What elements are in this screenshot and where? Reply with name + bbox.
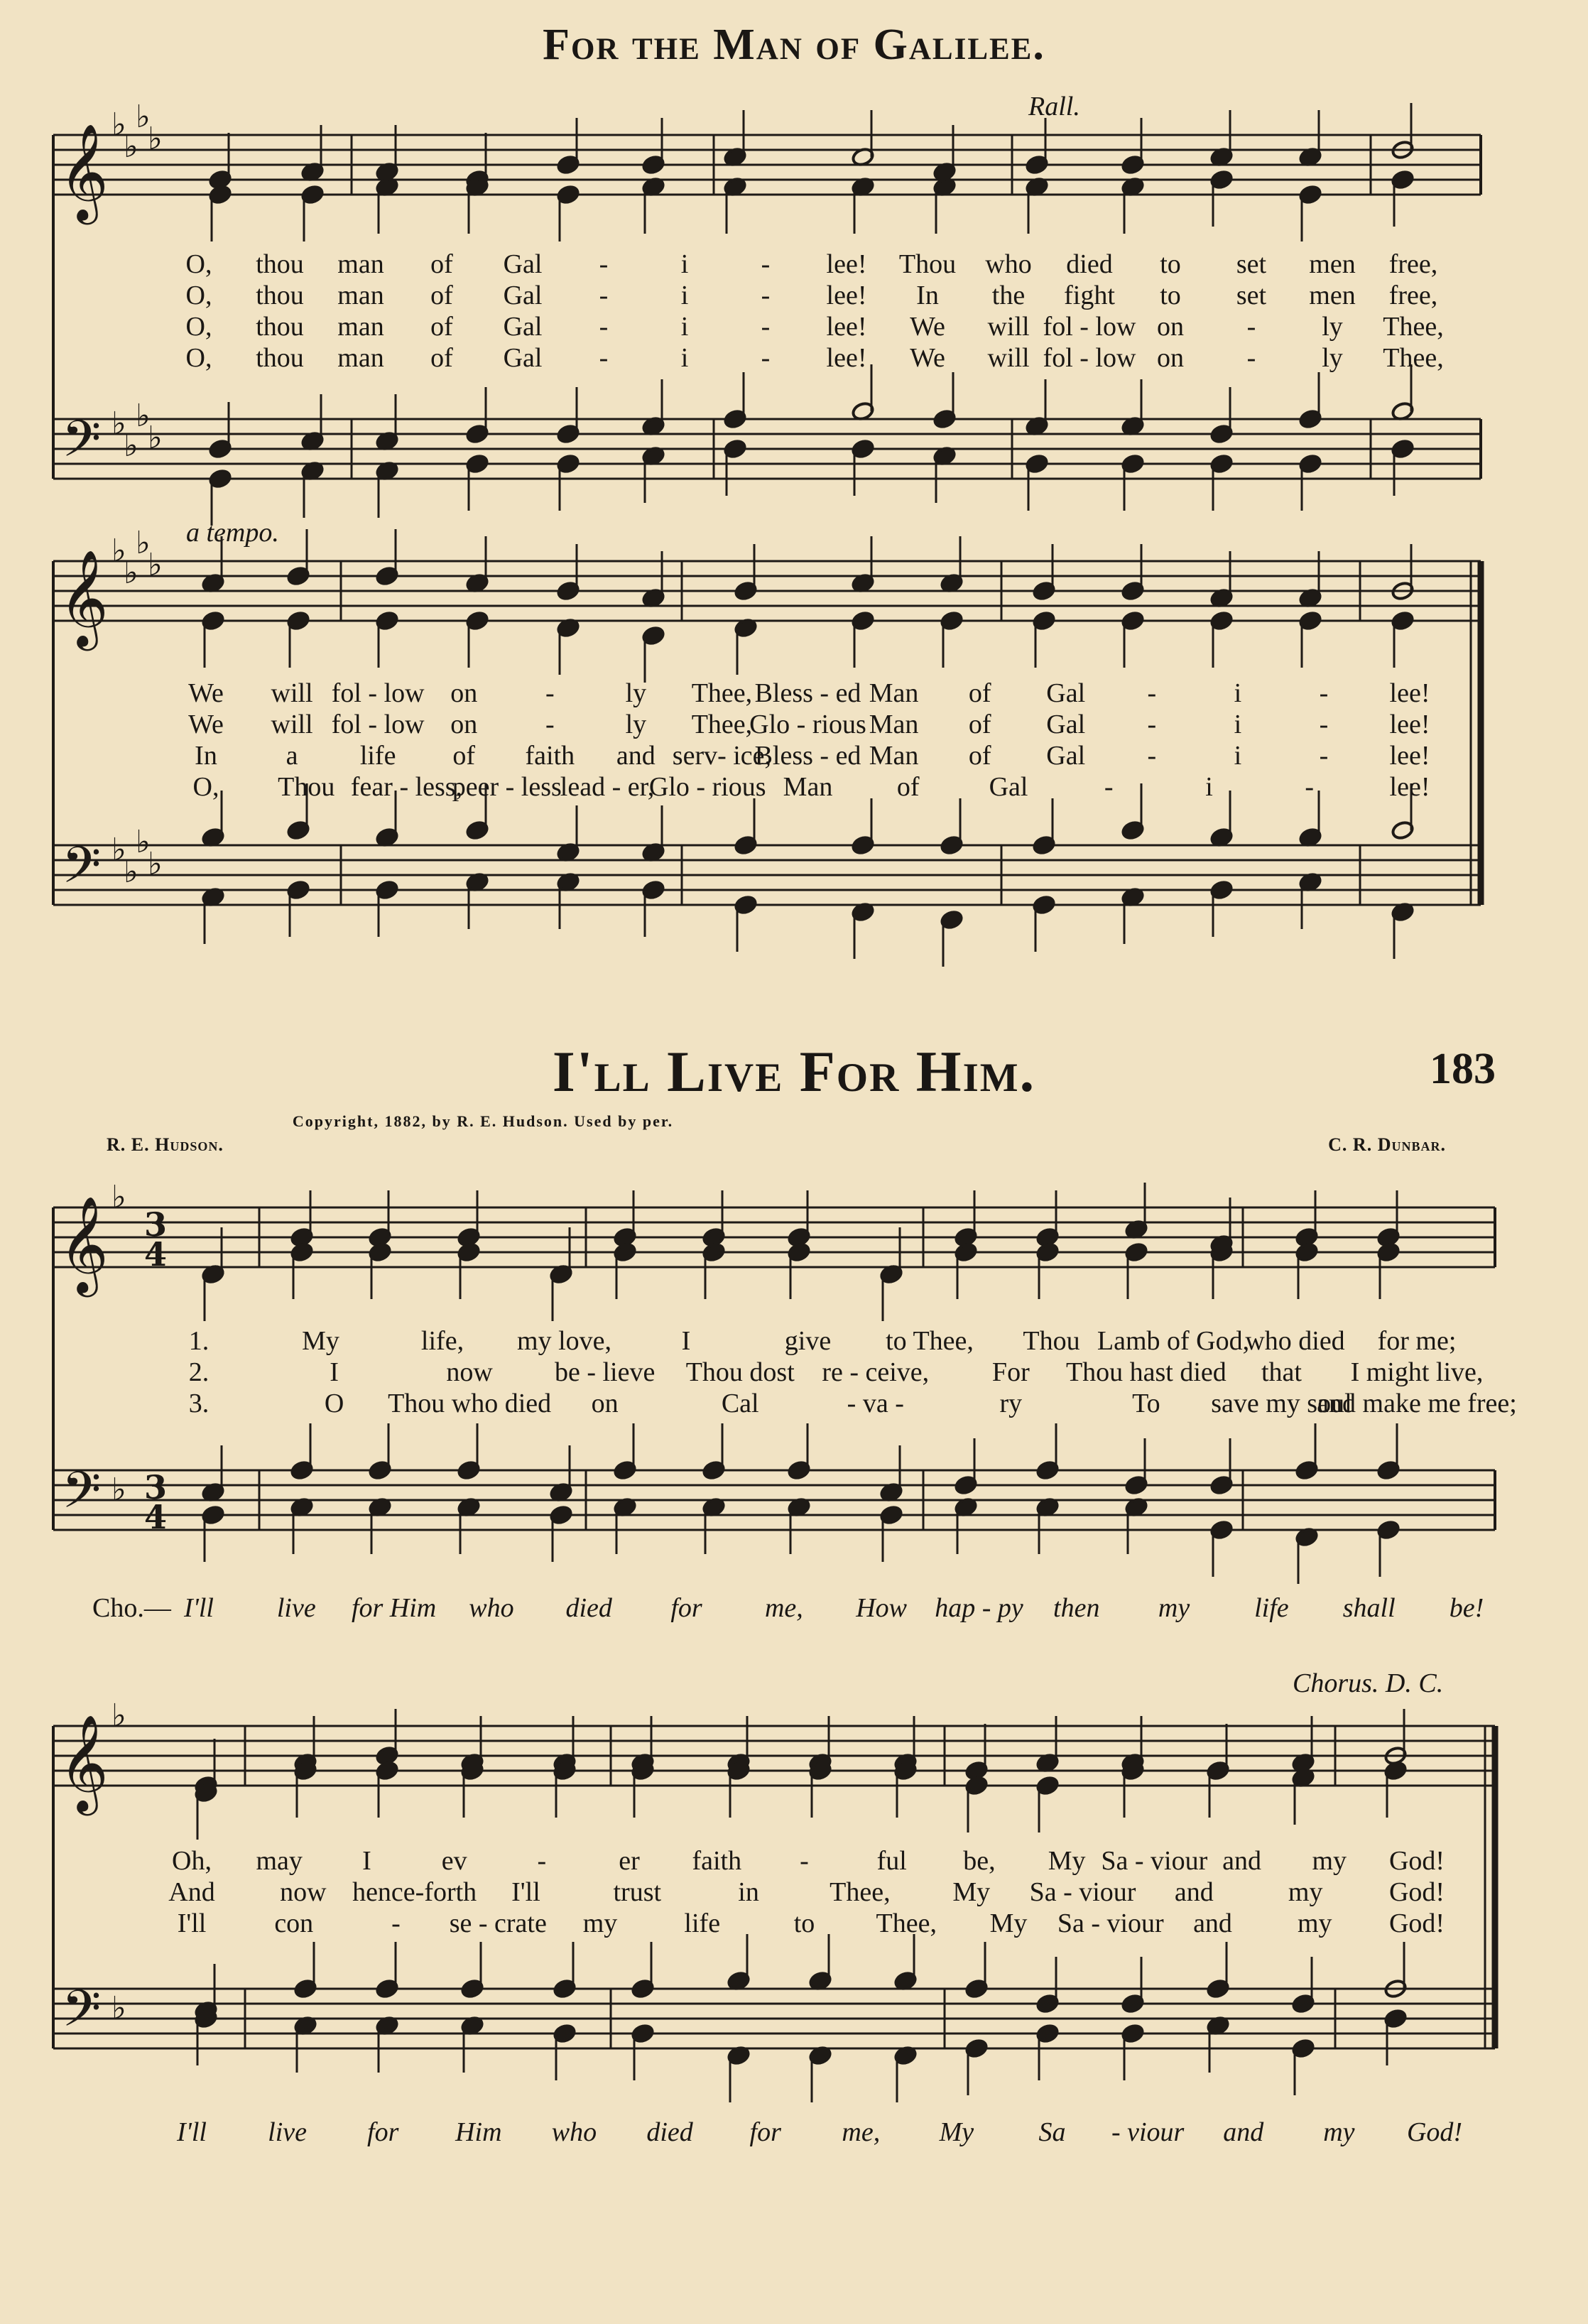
lyric-syllable: my love, (517, 1326, 611, 1356)
treble-clef: 𝄞 (59, 122, 109, 220)
lyric-syllable: i (1234, 741, 1242, 771)
lyric-syllable: Thou (1023, 1326, 1080, 1356)
lyric-syllable: who (551, 2117, 597, 2147)
lyric-syllable: men (1309, 281, 1356, 310)
lyric-syllable: - (1147, 741, 1157, 771)
lyric-syllable: ev (441, 1846, 467, 1876)
lyric-syllable: on (1157, 343, 1184, 373)
lyric-syllable: - (761, 343, 771, 373)
lyric-syllable: in (738, 1877, 759, 1907)
lyric-syllable: My (939, 2117, 974, 2147)
lyric-line (0, 1325, 1588, 1357)
lyric-syllable: will (271, 678, 313, 708)
lyric-syllable: 3. (188, 1389, 210, 1418)
lyric-syllable: free, (1388, 249, 1438, 279)
a-tempo-marking: a tempo. (186, 518, 279, 548)
lyric-syllable: trust (613, 1877, 662, 1907)
lyric-syllable: man (337, 312, 384, 342)
lyric-syllable: serv- ice, (672, 741, 772, 771)
lyric-syllable: now (280, 1877, 327, 1907)
lyric-syllable: Gal (503, 281, 543, 310)
bass-clef: 𝄢 (62, 1461, 102, 1532)
lyric-syllable: will (987, 343, 1030, 373)
lyric-syllable: free, (1388, 281, 1438, 310)
lyric-syllable: i (1205, 772, 1213, 802)
lyric-syllable: - (761, 249, 771, 279)
lyric-syllable: life (359, 741, 396, 771)
lyric-syllable: shall (1342, 1593, 1396, 1623)
lyric-syllable: And (168, 1877, 215, 1907)
lyric-syllable: of (430, 281, 453, 310)
treble-clef: 𝄞 (59, 1195, 109, 1293)
lyric-syllable: to (1160, 281, 1181, 310)
lyric-syllable: Thee, (876, 1908, 937, 1938)
lyric-syllable: man (337, 343, 384, 373)
lyric-syllable: my (582, 1908, 618, 1938)
lyric-syllable: Man (869, 678, 919, 708)
lyric-syllable: i (680, 281, 689, 310)
lyric-syllable: and (616, 741, 656, 771)
key-signature: ♭ (112, 1698, 126, 1734)
lyric-syllable: to Thee, (886, 1326, 974, 1356)
lyric-syllable: Glo - rious (749, 710, 866, 739)
lyric-syllable: lee! (1389, 710, 1430, 739)
key-signature: ♭ (124, 854, 138, 890)
lyric-syllable: - (537, 1846, 547, 1876)
key-signature: ♭ (124, 129, 138, 165)
lyric-syllable: i (1234, 710, 1242, 739)
lyric-syllable: - (1246, 312, 1256, 342)
lyric-syllable: be, (963, 1846, 996, 1876)
lyric-syllable: - (761, 281, 771, 310)
lyric-syllable: lead - er, (560, 772, 655, 802)
lyric-syllable: on (450, 678, 478, 708)
lyric-syllable: lee! (1389, 678, 1430, 708)
key-signature: ♭ (148, 420, 163, 456)
lyric-syllable: me, (764, 1593, 803, 1623)
lyric-syllable: Glo - rious (648, 772, 766, 802)
lyric-syllable: live (276, 1593, 316, 1623)
key-signature: ♭ (136, 398, 151, 434)
lyric-syllable: Thou who died (388, 1389, 552, 1418)
lyric-syllable: - (545, 710, 555, 739)
lyric-syllable: ful (876, 1846, 907, 1876)
key-signature: ♭ (124, 555, 138, 591)
lyric-syllable: Thee, (691, 678, 753, 708)
lyric-syllable: con (274, 1908, 314, 1938)
lyric-syllable: who (985, 249, 1032, 279)
lyric-syllable: that (1261, 1357, 1302, 1387)
lyric-syllable: of (430, 343, 453, 373)
lyric-syllable: then (1053, 1593, 1100, 1623)
treble-clef: 𝄞 (59, 1713, 109, 1811)
lyric-syllable: ly (625, 678, 647, 708)
bass-clef: 𝄢 (62, 836, 102, 907)
lyric-syllable: - (599, 281, 609, 310)
lyric-line (0, 280, 1588, 311)
key-signature: ♭ (148, 547, 163, 583)
lyric-syllable: - (599, 343, 609, 373)
lyric-line (0, 740, 1588, 771)
lyric-syllable: Thou (278, 772, 335, 802)
lyric-syllable: fol - low (1043, 343, 1136, 373)
lyric-syllable: Bless - ed (754, 678, 861, 708)
lyric-syllable: of (896, 772, 920, 802)
key-signature: ♭ (148, 121, 163, 157)
lyric-syllable: of (968, 710, 991, 739)
lyric-syllable: I (681, 1326, 691, 1356)
lyric-syllable: and (1193, 1908, 1232, 1938)
lyric-syllable: - (800, 1846, 809, 1876)
lyric-syllable: lee! (826, 343, 867, 373)
lyric-syllable: for (367, 2117, 399, 2147)
chorus-label: Cho.— (92, 1593, 171, 1623)
lyric-syllable: for (749, 2117, 781, 2147)
rall-marking: Rall. (1028, 92, 1080, 121)
lyric-syllable: I (362, 1846, 371, 1876)
lyric-syllable: - va - (847, 1389, 904, 1418)
lyric-syllable: me, (842, 2117, 881, 2147)
lyric-syllable: for (670, 1593, 702, 1623)
lyric-line (0, 1877, 1588, 1908)
lyric-syllable: For (991, 1357, 1030, 1387)
lyric-syllable: i (680, 312, 689, 342)
lyric-syllable: ly (1322, 312, 1343, 342)
lyric-syllable: Gal (989, 772, 1028, 802)
lyric-syllable: died (646, 2117, 693, 2147)
lyric-syllable: Sa - viour (1101, 1846, 1208, 1876)
lyric-syllable: will (271, 710, 313, 739)
time-signature-top: 3 (144, 1468, 168, 1506)
lyric-syllable: ry (999, 1389, 1023, 1418)
key-signature: ♭ (124, 428, 138, 464)
lyric-syllable: God! (1388, 1877, 1445, 1907)
lyric-syllable: thou (256, 249, 304, 279)
lyric-syllable: - (599, 312, 609, 342)
lyric-syllable: of (968, 678, 991, 708)
key-signature: ♭ (112, 107, 126, 143)
lyric-syllable: I might live, (1350, 1357, 1484, 1387)
lyric-syllable: - (1147, 678, 1157, 708)
lyric-syllable: Thee, (691, 710, 753, 739)
lyric-syllable: Man (869, 741, 919, 771)
lyric-syllable: In (195, 741, 217, 771)
lyric-syllable: Sa - viour (1029, 1877, 1136, 1907)
lyric-syllable: live (268, 2117, 308, 2147)
lyric-syllable: Thee, (1383, 312, 1444, 342)
lyric-syllable: life, (420, 1326, 464, 1356)
chorus-line (0, 2117, 1588, 2148)
lyric-syllable: lee! (826, 281, 867, 310)
lyric-syllable: Thou (898, 249, 957, 279)
lyric-syllable: man (337, 281, 384, 310)
lyric-syllable: to (1160, 249, 1181, 279)
lyric-syllable: er (619, 1846, 640, 1876)
lyric-syllable: Gal (503, 312, 543, 342)
lyric-syllable: Him (455, 2117, 502, 2147)
lyric-syllable: O, (185, 343, 212, 373)
lyric-syllable: thou (256, 343, 304, 373)
time-signature-bottom: 4 (144, 1235, 168, 1274)
lyric-syllable: ly (1322, 343, 1343, 373)
lyric-syllable: of (452, 741, 476, 771)
lyric-syllable: God! (1406, 2117, 1463, 2147)
lyric-syllable: lee! (826, 249, 867, 279)
lyric-syllable: My (302, 1326, 339, 1356)
lyric-syllable: set (1236, 281, 1267, 310)
lyric-syllable: my (1323, 2117, 1355, 2147)
lyric-syllable: - (1319, 678, 1329, 708)
lyric-syllable: - (1319, 710, 1329, 739)
hymn-title: I'll Live For Him. (552, 1039, 1036, 1104)
chorus-line (0, 1592, 1588, 1624)
lyric-syllable: fear - less, (350, 772, 463, 802)
words-credit: R. E. Hudson. (107, 1134, 224, 1155)
lyric-syllable: I'll (511, 1877, 540, 1907)
lyric-syllable: re - ceive, (822, 1357, 930, 1387)
lyric-syllable: Man (783, 772, 833, 802)
lyric-syllable: to (793, 1908, 815, 1938)
key-signature: ♭ (112, 1472, 126, 1508)
treble-clef: 𝄞 (59, 548, 109, 646)
lyric-syllable: save my soul (1211, 1389, 1352, 1418)
lyric-syllable: hap - py (935, 1593, 1023, 1623)
lyric-syllable: - (391, 1908, 401, 1938)
lyric-line (0, 1908, 1588, 1939)
lyric-syllable: faith (692, 1846, 742, 1876)
lyric-syllable: i (1234, 678, 1242, 708)
lyric-syllable: - (545, 678, 555, 708)
lyric-line (0, 1388, 1588, 1419)
lyric-syllable: of (430, 249, 453, 279)
lyric-syllable: Gal (1046, 678, 1086, 708)
lyric-syllable: hence-forth (352, 1877, 477, 1907)
lyric-line (0, 249, 1588, 280)
lyric-syllable: Sa (1038, 2117, 1066, 2147)
lyric-syllable: We (910, 343, 945, 373)
lyric-syllable: now (446, 1357, 493, 1387)
lyric-syllable: men (1309, 249, 1356, 279)
hymn-title: For the Man of Galilee. (543, 21, 1045, 69)
chorus-dc-marking: Chorus. D. C. (1293, 1668, 1444, 1698)
key-signature: ♭ (136, 99, 151, 135)
bass-clef: 𝄢 (62, 1980, 102, 2051)
lyric-syllable: my (1312, 1846, 1347, 1876)
lyric-syllable: In (916, 281, 939, 310)
lyric-syllable: lee! (826, 312, 867, 342)
lyric-syllable: My (952, 1877, 991, 1907)
lyric-syllable: We (910, 312, 945, 342)
key-signature: ♭ (148, 846, 163, 882)
lyric-syllable: My (989, 1908, 1028, 1938)
lyric-syllable: lee! (1389, 772, 1430, 802)
lyric-syllable: How (856, 1593, 908, 1623)
lyric-syllable: fol - low (331, 710, 425, 739)
lyric-syllable: I'll (177, 2117, 207, 2147)
lyric-syllable: a (285, 741, 298, 771)
lyric-syllable: O, (185, 312, 212, 342)
lyric-line (0, 1357, 1588, 1388)
lyric-syllable: Gal (1046, 710, 1086, 739)
lyric-syllable: Man (869, 710, 919, 739)
lyric-syllable: ly (625, 710, 647, 739)
lyric-syllable: - (599, 249, 609, 279)
lyric-syllable: God! (1388, 1908, 1445, 1938)
lyric-syllable: thou (256, 312, 304, 342)
lyric-line (0, 342, 1588, 374)
lyric-syllable: of (968, 741, 991, 771)
lyric-syllable: who (469, 1593, 514, 1623)
lyric-syllable: God! (1388, 1846, 1445, 1876)
lyric-syllable: I'll (184, 1593, 214, 1623)
lyric-syllable: will (987, 312, 1030, 342)
lyric-syllable: lee! (1389, 741, 1430, 771)
lyric-syllable: se - crate (449, 1908, 547, 1938)
lyric-syllable: Cal (721, 1389, 759, 1418)
lyric-syllable: my (1288, 1877, 1323, 1907)
time-signature-bottom: 4 (144, 1498, 168, 1536)
lyric-syllable: may (256, 1846, 303, 1876)
lyric-syllable: - viour (1111, 2117, 1185, 2147)
lyric-syllable: O, (192, 772, 219, 802)
lyric-syllable: died (1066, 249, 1113, 279)
lyric-syllable: Gal (1046, 741, 1086, 771)
lyric-syllable: on (1157, 312, 1184, 342)
lyric-syllable: I (330, 1357, 339, 1387)
lyric-syllable: Thou dost (685, 1357, 795, 1387)
key-signature: ♭ (136, 525, 151, 561)
lyric-syllable: and (1174, 1877, 1214, 1907)
lyric-syllable: O, (185, 249, 212, 279)
lyric-syllable: - (1104, 772, 1114, 802)
key-signature: ♭ (112, 832, 126, 868)
bass-clef: 𝄢 (62, 410, 102, 481)
lyric-syllable: O (324, 1389, 344, 1418)
music-credit: C. R. Dunbar. (1328, 1134, 1446, 1155)
lyric-line (0, 709, 1588, 740)
lyric-syllable: We (188, 678, 224, 708)
lyric-syllable: my (1297, 1908, 1332, 1938)
lyric-syllable: O, (185, 281, 212, 310)
lyric-syllable: fol - low (1043, 312, 1136, 342)
lyric-syllable: give (784, 1326, 832, 1356)
lyric-syllable: Sa - viour (1057, 1908, 1164, 1938)
lyric-syllable: faith (525, 741, 575, 771)
copyright-notice: Copyright, 1882, by R. E. Hudson. Used by per. (292, 1112, 674, 1130)
lyric-syllable: - (1246, 343, 1256, 373)
lyric-syllable: Thee, (1383, 343, 1444, 373)
lyric-syllable: thou (256, 281, 304, 310)
lyric-syllable: 1. (188, 1326, 210, 1356)
lyric-syllable: be - lieve (554, 1357, 656, 1387)
lyric-syllable: fight (1064, 281, 1115, 310)
lyric-syllable: died (565, 1593, 612, 1623)
lyric-line (0, 311, 1588, 342)
lyric-syllable: Gal (503, 249, 543, 279)
lyric-syllable: life (1254, 1593, 1289, 1623)
lyric-syllable: man (337, 249, 384, 279)
lyric-line (0, 678, 1588, 709)
key-signature: ♭ (112, 1990, 126, 2026)
lyric-syllable: the (991, 281, 1026, 310)
lyric-syllable: who died (1245, 1326, 1345, 1356)
lyric-syllable: i (680, 343, 689, 373)
lyric-syllable: of (430, 312, 453, 342)
lyric-syllable: life (684, 1908, 721, 1938)
lyric-syllable: Thou hast died (1065, 1357, 1227, 1387)
lyric-syllable: Oh, (172, 1846, 212, 1876)
lyric-syllable: and (1222, 1846, 1261, 1876)
lyric-syllable: I'll (177, 1908, 207, 1938)
lyric-syllable: - (1147, 710, 1157, 739)
lyric-line (0, 1845, 1588, 1877)
hymn-number: 183 (1430, 1045, 1496, 1093)
lyric-syllable: i (680, 249, 689, 279)
lyric-syllable: - (761, 312, 771, 342)
lyric-syllable: on (450, 710, 478, 739)
time-signature-top: 3 (144, 1205, 168, 1244)
lyric-syllable: peer - less (452, 772, 562, 802)
lyric-syllable: We (188, 710, 224, 739)
lyric-syllable: - (1319, 741, 1329, 771)
key-signature: ♭ (136, 824, 151, 860)
lyric-syllable: on (591, 1389, 619, 1418)
lyric-syllable: and make me free; (1317, 1389, 1517, 1418)
lyric-syllable: Thee, (830, 1877, 891, 1907)
lyric-syllable: Lamb of God, (1097, 1326, 1250, 1356)
key-signature: ♭ (112, 533, 126, 569)
lyric-syllable: Gal (503, 343, 543, 373)
lyric-syllable: for Him (351, 1593, 437, 1623)
lyric-syllable: my (1158, 1593, 1190, 1623)
lyric-syllable: be! (1449, 1593, 1484, 1623)
lyric-syllable: My (1048, 1846, 1086, 1876)
lyric-syllable: for me; (1377, 1326, 1457, 1356)
lyric-syllable: Bless - ed (754, 741, 861, 771)
lyric-syllable: and (1223, 2117, 1264, 2147)
lyric-line (0, 771, 1588, 803)
key-signature: ♭ (112, 1179, 126, 1215)
lyric-syllable: To (1132, 1389, 1160, 1418)
lyric-syllable: fol - low (331, 678, 425, 708)
key-signature: ♭ (112, 406, 126, 442)
lyric-syllable: 2. (188, 1357, 210, 1387)
lyric-syllable: set (1236, 249, 1267, 279)
lyric-syllable: - (1305, 772, 1315, 802)
